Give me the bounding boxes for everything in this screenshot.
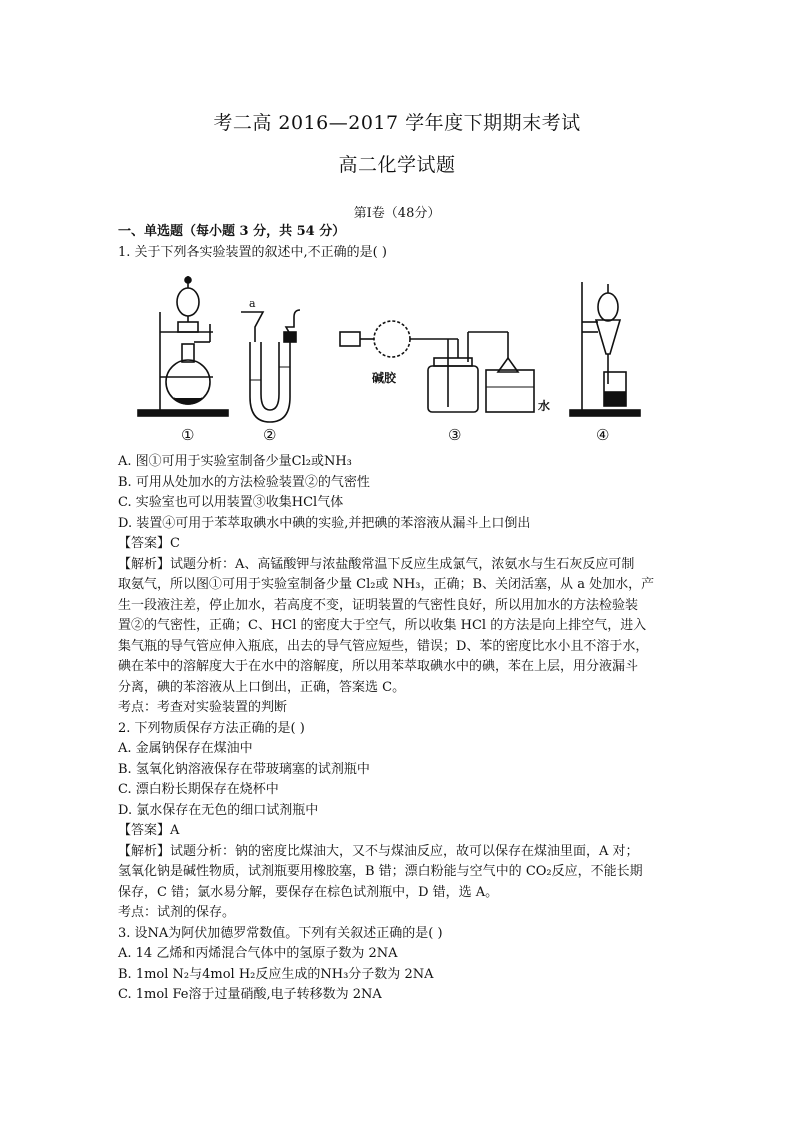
q2-analysis-line: 氢氧化钠是碱性物质，试剂瓶要用橡胶塞，B 错；漂白粉能与空气中的 CO₂反应，不能长期 [118,864,643,879]
q2-option-a: A. 金属钠保存在煤油中 [118,741,253,756]
q1-option-d: D. 装置④可用于苯萃取碘水中碘的实验,并把碘的苯溶液从漏斗上口倒出 [118,515,531,531]
figure-label-silica: 碱胶 [372,371,397,385]
section-block [118,222,678,263]
q2-option-d: D. 氯水保存在无色的细口试剂瓶中 [118,802,319,818]
figure-label-4: ④ [596,426,610,444]
q2-analysis-line: 保存，C 错；氯水易分解，要保存在棕色试剂瓶中，D 错，选 A。 [118,884,499,900]
q1-answer: 【答案】C [118,536,180,551]
q2-option-b: B. 氢氧化钠溶液保存在带玻璃塞的试剂瓶中 [118,761,370,777]
q3-stem: 3. 设NA为阿伏加德罗常数值。下列有关叙述正确的是( ) [118,925,443,941]
apparatus-figure [118,272,678,447]
q3-option-a: A. 14 乙烯和丙烯混合气体中的氢原子数为 2NA [118,946,398,961]
q3-option-c: C. 1mol Fe溶于过量硝酸,电子转移数为 2NA [118,987,382,1002]
apparatus-3 [340,321,534,412]
q1-analysis-line: 取氨气，所以图①可用于实验室制备少量 Cl₂或 NH₃，正确；B、关闭活塞，从 a 处加水，产 [118,577,655,592]
exam-title: 考二高 2016—2017 学年度下期期末考试 [213,112,581,134]
q1-analysis-line: 【解析】试题分析：A、高锰酸钾与浓盐酸常温下反应生成氯气，浓氨水与生石灰反应可制 [118,556,635,572]
q1-analysis-line: 生一段液注差，停止加水，若高度不变，证明装置的气密性良好，所以用加水的方法检验装 [118,597,639,613]
apparatus-1 [138,276,228,416]
figure-label-water: 水 [538,399,551,413]
q1-option-a: A. 图①可用于实验室制备少量Cl₂或NH₃ [118,454,352,469]
figure-label-1: ① [181,426,195,444]
exam-subtitle: 高二化学试题 [338,154,456,176]
q1-point: 考点：考查对实验装置的判断 [118,700,288,715]
q3-option-b: B. 1mol N₂与4mol H₂反应生成的NH₃分子数为 2NA [118,966,434,982]
apparatus-2 [241,310,300,422]
q2-option-c: C. 漂白粉长期保存在烧杯中 [118,782,279,797]
q1-analysis-line: 分离，碘的苯溶液从上口倒出，正确，答案选 C。 [118,679,406,695]
q1-option-c: C. 实验室也可以用装置③收集HCl气体 [118,495,344,510]
q2-answer: 【答案】A [118,823,180,838]
q2-analysis-line: 【解析】试题分析：钠的密度比煤油大，又不与煤油反应，故可以保存在煤油里面，A 对； [118,843,639,859]
apparatus-4 [570,282,640,416]
q2-point: 考点：试剂的保存。 [118,905,236,920]
figure-label-a: a [249,297,256,310]
q1-analysis-line: 集气瓶的导气管应伸入瓶底，出去的导气管应短些，错误；D、苯的密度比水小且不溶于水， [118,638,649,654]
q1-analysis-line: 碘在苯中的溶解度大于在水中的溶解度，所以用苯萃取碘水中的碘，苯在上层，用分液漏斗 [118,659,639,674]
q1-analysis-line: 置②的气密性，正确；C、HCl 的密度大于空气，所以收集 HCl 的方法是向上排空气，进入 [118,618,647,633]
figure-label-3: ③ [448,426,462,444]
q2-stem: 2. 下列物质保存方法正确的是( ) [118,720,305,736]
q1-stem: 1. 关于下列各实验装置的叙述中,不正确的是( ) [118,244,387,260]
q1-option-b: B. 可用从处加水的方法检验装置②的气密性 [118,474,370,490]
volume-label: 第Ⅰ卷（48分） [353,206,441,221]
section-heading: 一、单选题（每小题 3 分，共 54 分） [118,224,346,239]
question-content [118,452,678,1006]
figure-label-2: ② [263,426,277,444]
